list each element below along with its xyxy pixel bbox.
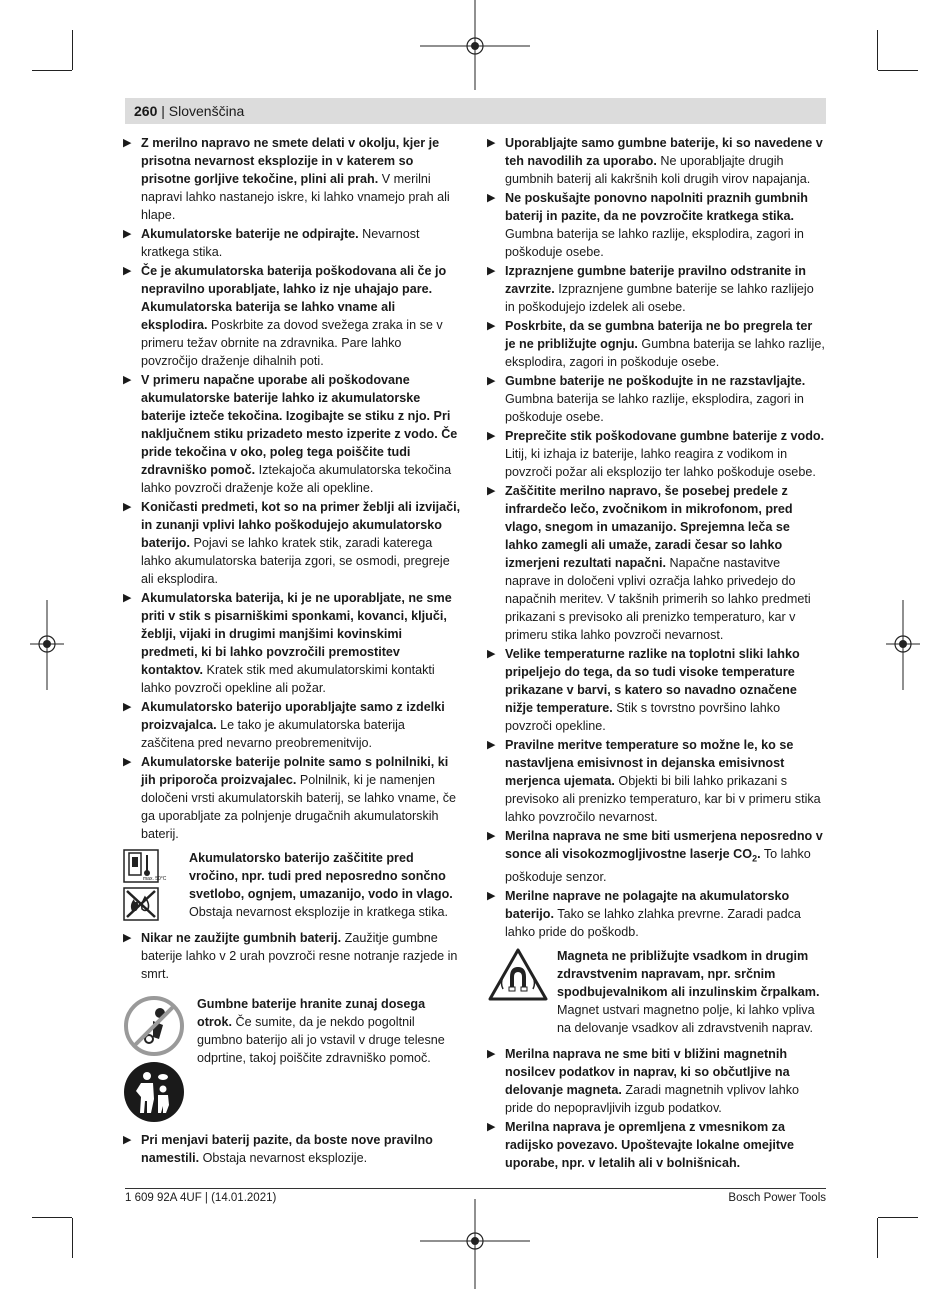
item-bold: Če je akumulatorska baterija poškodovana ali če jo nepravilno uporabljate, lahko iz nje uhajajo pare. Akumulatorska baterija se lahko vname ali eksplodira. (141, 264, 447, 332)
item-text: Zaradi magnetnih vplivov lahko pride do nepopravljivih izgub podatkov. (505, 1082, 799, 1115)
item-bold: Merilna naprava ne sme biti usmerjena neposredno v sonce ali visokozmogljivostne laserje CO (505, 829, 823, 861)
item-text: Obstaja nevarnost eksplozije in kratkega stika. (189, 905, 449, 919)
bullet-icon: ▶ (123, 756, 132, 768)
crop-mark (32, 70, 72, 71)
item-text: Nevarnost kratkega stika. (141, 227, 420, 259)
bullet-icon: ▶ (123, 592, 132, 604)
item-bold: Uporabljajte samo gumbne baterije, ki so navedene v teh navodilih za uporabo. (505, 136, 823, 168)
subscript: 2 (752, 853, 758, 864)
item-text: Gumbna baterija se lahko razlije, eksplodira, zagori in poškoduje osebe. (505, 227, 804, 259)
footer-code: 1 609 92A 4UF | (14.01.2021) (125, 1192, 277, 1204)
item-text: Le tako je akumulatorska baterija zaščitena pred nevarno preobremenitvijo. (141, 718, 405, 750)
list-item (487, 372, 825, 426)
bullet-icon: ▶ (123, 501, 132, 513)
bullet-icon: ▶ (487, 137, 496, 149)
item-bold: Gumbne baterije hranite zunaj dosega otrok. (197, 997, 426, 1029)
item-bold: Pri menjavi baterij pazite, da boste nove pravilno namestili. (141, 1133, 433, 1165)
bullet-icon: ▶ (487, 485, 496, 497)
item-bold: Merilna naprava ne sme biti v bližini magnetnih nosilcev podatkov in naprav, ki so občutljive na delovanje magneta. (505, 1046, 790, 1097)
item-text: Gumbna baterija se lahko razlije, eksplodira, zagori in poškoduje osebe. (505, 337, 825, 369)
list-item (123, 262, 461, 370)
item-text: Napačne nastavitve naprave in določeni vplivi ozračja lahko privedejo do napačnih meritev. V takšnih primerih so lahko predmeti prikazani s previsoko ali prenizko temperaturo, kar v primeru stika lahko povzroči nevarnost. (505, 556, 811, 642)
item-text: Litij, ki izhaja iz baterije, lahko reagira z vodikom in povzroči požar ali eksplozijo ter lahko poškoduje osebe. (505, 447, 816, 479)
bullet-icon: ▶ (123, 228, 132, 240)
list-item (123, 498, 461, 588)
registration-mark-top (420, 0, 530, 90)
bullet-icon: ▶ (487, 648, 496, 660)
item-bold: Gumbne baterije ne poškodujte in ne razstavljajte. (505, 374, 806, 388)
heat-icons (123, 849, 189, 921)
item-bold: Akumulatorske baterije ne odpirajte. (141, 227, 359, 241)
list-item (487, 1118, 825, 1172)
bullet-icon: ▶ (123, 137, 132, 149)
bullet-icon: ▶ (487, 192, 496, 204)
bullet-icon: ▶ (487, 1047, 496, 1060)
child-icons (123, 995, 197, 1123)
magnet-icons (487, 947, 557, 1037)
crop-mark (878, 70, 918, 71)
item-bold: Akumulatorsko baterijo uporabljajte samo z izdelki proizvajalca. (141, 700, 445, 732)
item-bold: Akumulatorska baterija, ki je ne uporabljate, ne sme priti v stik s pisarniškimi sponkami, kovanci, ključi, žeblji, vijaki in drugimi manjšimi kovinskimi predmeti, ki bi lahko povzročili premostitev kontaktov. (141, 591, 452, 677)
item-bold: Poskrbite, da se gumbna baterija ne bo pregrela ter je ne približujte ognju. (505, 319, 813, 351)
footer-brand: Bosch Power Tools (728, 1192, 826, 1204)
list-item (487, 427, 825, 481)
footer-divider (125, 1188, 826, 1189)
list-item (123, 753, 461, 843)
bullet-icon: ▶ (487, 1120, 496, 1133)
list-item (123, 225, 461, 261)
bullet-icon: ▶ (123, 1134, 132, 1146)
list-item (487, 736, 825, 826)
max-temperature-label: max. 50°C (143, 876, 167, 882)
bullet-icon: ▶ (123, 265, 132, 277)
item-bold: Merilna naprava je opremljena z vmesnikom za radijsko povezavo. Upoštevajte lokalne omejitve uporabe, npr. v letalih ali v bolnišnicah. (505, 1119, 795, 1170)
item-bold: Velike temperaturne razlike na toplotni sliki lahko pripeljejo do tega, da so tudi visoke temperature prikazane v barvi, s katero so navadno označene nižje temperature. (505, 647, 800, 715)
item-text: Polnilnik, ki je namenjen določeni vrsti akumulatorskih baterij, se lahko vname, če ga uporabljate za polnjenje drugačnih akumulatorskih baterij. (141, 773, 456, 841)
heat-notice-text (189, 849, 461, 921)
magnet-notice (487, 947, 825, 1037)
item-bold: Magneta ne približujte vsadkom in drugim zdravstvenim napravam, npr. srčnim spodbujevalnikom ali inzulinskim črpalkam. (557, 948, 820, 999)
page-language: Slovenščina (168, 103, 245, 119)
list-item (123, 698, 461, 752)
bullet-icon: ▶ (487, 889, 496, 902)
magnet-warning-icon (487, 947, 549, 1003)
item-text: Če sumite, da je nekdo pogoltnil gumbno baterijo ali jo vstavil v druge telesne odprtine, takoj poiščite zdravniško pomoč. (197, 1015, 445, 1065)
list-item (123, 134, 461, 224)
no-swallow-icon (123, 995, 185, 1057)
item-bold: V primeru napačne uporabe ali poškodovane akumulatorske baterije lahko iz akumulatorske baterije izteče tekočina. Izogibajte se stiku z njo. Pri naključnem stiku prizadeto mesto izperite z vodo. Če pride tekočina v oko, poleg tega poiščite tudi zdravniško pomoč. (141, 373, 458, 477)
list-item (487, 887, 825, 941)
item-bold: Merilne naprave ne polagajte na akumulatorsko baterijo. (505, 888, 790, 921)
item-bold: Izpraznjene gumbne baterije pravilno odstranite in zavrzite. (505, 264, 806, 296)
item-bold: Koničasti predmeti, kot so na primer žeblji ali izvijači, in zunanji vplivi lahko poškodujejo akumulatorsko baterijo. (141, 500, 461, 550)
left-column (123, 134, 461, 1168)
crop-mark (32, 1217, 72, 1218)
magnet-notice-text (557, 947, 825, 1037)
list-item (123, 929, 461, 983)
item-text: Objekti bi bili lahko prikazani s previsoko ali prenizko temperaturo, kar bi v primeru stika lahko povzročilo nevarnost. (505, 774, 821, 824)
item-text: Kratek stik med akumulatorskimi kontakti lahko povzroči opekline ali požar. (141, 663, 435, 695)
crop-mark (72, 30, 73, 70)
crop-mark (877, 30, 878, 70)
item-text: Pojavi se lahko kratek stik, zaradi katerega lahko akumulatorska baterija zgori, se osmodi, pregreje ali eksplodira. (141, 536, 450, 586)
bullet-icon: ▶ (123, 932, 132, 944)
item-text: Obstaja nevarnost eksplozije. (199, 1151, 368, 1165)
item-bold: Akumulatorske baterije polnite samo s polnilniki, ki jih priporoča proizvajalec. (141, 755, 449, 787)
item-text: Zaužitje gumbne baterije lahko v 2 urah povzroči resne notranje razjede in smrt. (141, 931, 458, 981)
list-item (123, 589, 461, 697)
registration-mark-left (30, 600, 64, 690)
bullet-icon: ▶ (487, 265, 496, 277)
crop-mark (877, 1218, 878, 1258)
list-item (487, 134, 825, 188)
item-bold: Pravilne meritve temperature so možne le, ko se nastavljena emisivnost in dejanska emisivnost merjenca ujemata. (505, 738, 794, 788)
item-bold: . (757, 847, 761, 861)
child-notice (123, 995, 461, 1123)
crop-mark (72, 1218, 73, 1258)
heat-notice (123, 849, 461, 921)
crop-mark (878, 1217, 918, 1218)
page-number: 260 (134, 103, 158, 119)
bullet-icon: ▶ (487, 739, 496, 751)
list-item (123, 1131, 461, 1167)
max-temperature-icon (123, 849, 167, 883)
right-column (487, 134, 825, 1173)
list-item (487, 827, 825, 886)
item-text: Poskrbite za dovod svežega zraka in se v primeru težav obrnite na zdravnika. Pare lahko povzročijo draženje dihalnih poti. (141, 318, 443, 368)
item-text: Stik s tovrstno površino lahko povzroči opekline. (505, 701, 781, 733)
item-text: Magnet ustvari magnetno polje, ki lahko vpliva na delovanje vsadkov ali zdravstvenih naprav. (557, 1002, 815, 1035)
item-text: To lahko poškoduje senzor. (505, 847, 811, 884)
list-item (487, 189, 825, 261)
item-bold: Ne poskušajte ponovno napolniti praznih gumbnih baterij in pazite, da ne povzročite kratkega stika. (505, 191, 808, 223)
item-bold: Preprečite stik poškodovane gumbne baterije z vodo. (505, 429, 825, 443)
item-bold: Nikar ne zaužijte gumbnih baterij. (141, 931, 342, 945)
child-notice-text (197, 995, 461, 1123)
list-item (487, 1045, 825, 1117)
no-fire-water-icon (123, 887, 159, 921)
bullet-icon: ▶ (487, 320, 496, 332)
item-bold: Zaščitite merilno napravo, še posebej predele z infrardečo lečo, zvočnikom in mikrofonom, pred vlago, snegom in umazanijo. Sprejemna leča se lahko zamegli ali umaže, zaradi česar so lahko izmerjeni rezultati napačni. (505, 484, 793, 570)
item-bold: Akumulatorsko baterijo zaščitite pred vročino, npr. tudi pred neposredno sončno svetlobo, ognjem, umazanijo, vodo in vlago. (189, 851, 453, 901)
item-text: V merilni napravi lahko nastanejo iskre, ki lahko vnamejo prah ali hlape. (141, 172, 450, 222)
bullet-icon: ▶ (123, 374, 132, 386)
item-text: Tako se lahko zlahka prevrne. Zaradi padca lahko pride do poškodb. (505, 906, 801, 939)
item-text: Ne uporabljajte drugih gumbnih baterij ali kakršnih koli drugih virov napajanja. (505, 154, 811, 186)
keep-away-children-icon (123, 1061, 185, 1123)
registration-mark-right (886, 600, 920, 690)
bullet-icon: ▶ (123, 701, 132, 713)
list-item (487, 317, 825, 371)
list-item (487, 262, 825, 316)
list-item (487, 482, 825, 644)
list-item (487, 645, 825, 735)
item-text: Iztekajoča akumulatorska tekočina lahko povzroči draženje kože ali opekline. (141, 463, 452, 495)
page-header: 260 | Slovenščina (134, 103, 245, 119)
registration-mark-bottom (420, 1199, 530, 1289)
item-bold: Z merilno napravo ne smete delati v okolju, kjer je prisotna nevarnost eksplozije in v katerem so prisotne gorljive tekočine, plini ali prah. (141, 136, 440, 186)
list-item (123, 371, 461, 497)
bullet-icon: ▶ (487, 830, 496, 842)
bullet-icon: ▶ (487, 430, 496, 442)
item-text: Izpraznjene gumbne baterije se lahko razlijejo in poškodujejo izdelek ali osebe. (505, 282, 814, 314)
item-text: Gumbna baterija se lahko razlije, eksplodira, zagori in poškoduje osebe. (505, 392, 804, 424)
bullet-icon: ▶ (487, 375, 496, 387)
